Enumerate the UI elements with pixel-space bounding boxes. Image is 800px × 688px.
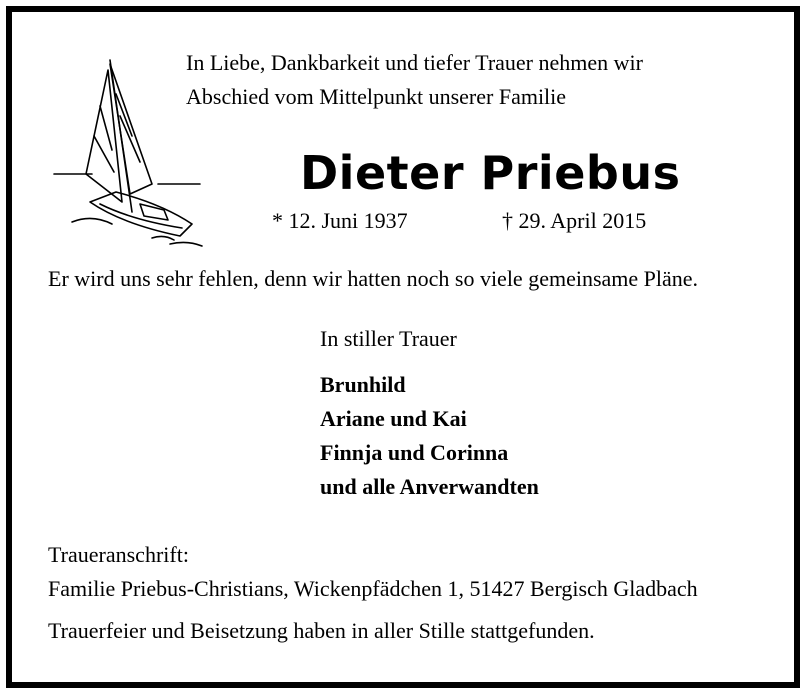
death-date: † 29. April 2015 (502, 208, 647, 233)
intro-line-1: In Liebe, Dankbarkeit und tiefer Trauer nehmen wir (186, 50, 643, 75)
family-member: Brunhild (320, 372, 406, 397)
mourning-label: In stiller Trauer (320, 326, 457, 351)
deceased-name: Dieter Priebus (300, 146, 681, 200)
address-label: Traueranschrift: (48, 542, 189, 567)
intro-line-2: Abschied vom Mittelpunkt unserer Familie (186, 84, 567, 109)
closing-text: Trauerfeier und Beisetzung haben in aller Stille stattgefunden. (48, 618, 595, 643)
family-member: Finnja und Corinna (320, 440, 509, 465)
family-member: und alle Anverwandten (320, 474, 539, 499)
quote-text: Er wird uns sehr fehlen, denn wir hatten noch so viele gemeinsame Pläne. (48, 266, 699, 291)
birth-date: * 12. Juni 1937 (272, 208, 408, 233)
family-member: Ariane und Kai (320, 406, 467, 431)
address-line: Familie Priebus-Christians, Wickenpfädchen 1, 51427 Bergisch Gladbach (48, 576, 698, 601)
